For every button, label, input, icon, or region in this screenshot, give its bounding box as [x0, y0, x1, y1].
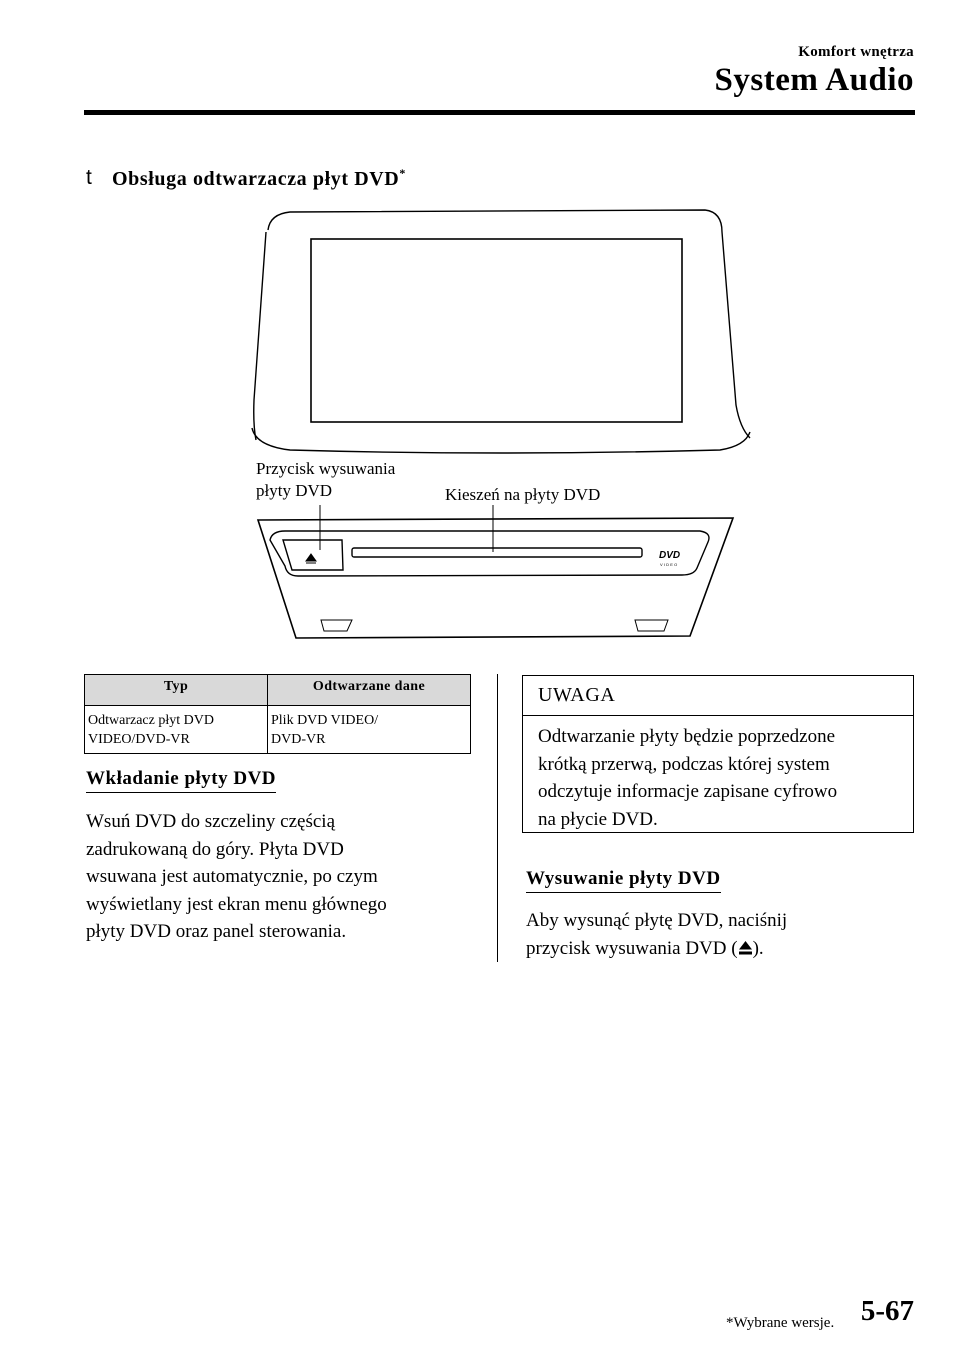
eject-button-frame — [283, 540, 343, 570]
table-cell-type: Odtwarzacz płyt DVD VIDEO/DVD-VR — [85, 706, 268, 754]
monitor-screen — [311, 239, 682, 422]
disc-slot-label: Kieszeń na płyty DVD — [445, 485, 601, 504]
section-title — [112, 166, 406, 191]
playback-table — [84, 674, 471, 754]
table-row — [85, 706, 471, 754]
eject-text-line2: przycisk wysuwania DVD ( — [526, 937, 738, 959]
eject-button-label: Przycisk wysuwania płyty DVD — [256, 459, 396, 500]
header-rule — [84, 110, 915, 115]
eject-text — [526, 907, 914, 962]
note-heading: UWAGA — [523, 676, 913, 716]
column-divider — [497, 674, 498, 962]
vent-left — [321, 620, 352, 631]
table-header-data: Odtwarzane dane — [268, 675, 471, 706]
table-cell-data: Plik DVD VIDEO/ DVD-VR — [268, 706, 471, 754]
monitor-bottom-edge — [252, 428, 750, 453]
eject-text-end: ). — [752, 937, 764, 959]
disc-slot — [352, 548, 642, 557]
note-box — [522, 675, 914, 833]
header-chapter-title: System Audio — [714, 62, 914, 98]
header-section: Komfort wnętrza — [798, 44, 914, 60]
footnote: *Wybrane wersje. — [726, 1315, 835, 1331]
vent-right — [635, 620, 668, 631]
eject-heading: Wysuwanie płyty DVD — [526, 868, 721, 893]
page-number: 5-67 — [860, 1295, 914, 1327]
eject-icon — [738, 940, 753, 956]
note-text: Odtwarzanie płyty będzie poprzedzone krótką przerwą, podczas której system odczytuje informacje zapisane cyfrowo na płycie DVD. — [538, 726, 838, 830]
eject-button-glyph — [306, 554, 316, 563]
dvd-logo-sub: VIDEO — [660, 562, 679, 567]
insert-heading: Wkładanie płyty DVD — [86, 768, 276, 793]
section-title-text: Obsługa odtwarzacza płyt DVD — [112, 168, 400, 190]
eject-text-line1: Aby wysunąć płytę DVD, naciśnij — [526, 910, 788, 931]
player-front-panel — [270, 531, 709, 576]
table-header-row — [85, 675, 471, 706]
dvd-logo: DVD — [659, 550, 681, 561]
optional-mark: * — [399, 166, 406, 180]
dvd-player-illustration — [240, 195, 760, 655]
section-bullet: t — [86, 166, 92, 189]
insert-text: Wsuń DVD do szczeliny częścią zadrukowaną do góry. Płyta DVD wsuwana jest automatycznie, po czym wyświetlany jest ekran menu głównego płyty DVD oraz panel sterowania. — [86, 811, 387, 942]
monitor-housing — [254, 210, 750, 440]
table-header-type: Typ — [85, 675, 268, 706]
